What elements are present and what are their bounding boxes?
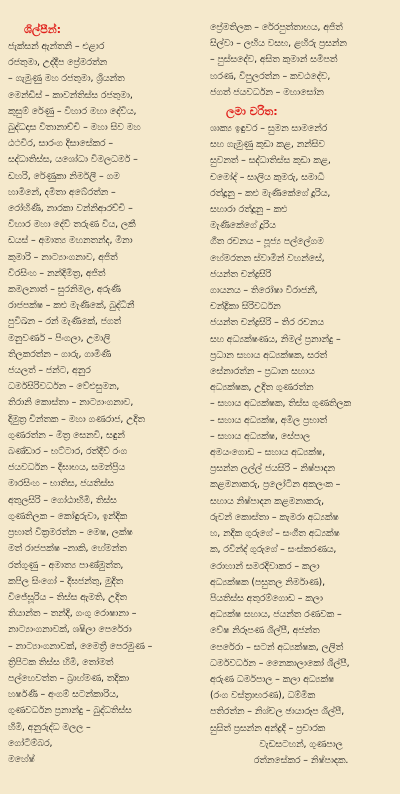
credit-line: – නාට්‍යාංගනාවක්, මෛත්‍රී පෙරමුණ – [8, 640, 153, 652]
credit-line: ප්‍රේමතිලක – රේරපුත්තාභය, අජිත් [210, 22, 343, 33]
credit-line: තිරානි කොස්තා – නාට්‍යාංගනාව, [8, 397, 134, 409]
credit-line: (රංග වස්ත්‍රාභරණ), ධම්මික [210, 690, 316, 702]
credit-line: සේනාරත්න – ප්‍රධාන සහාය [210, 366, 315, 378]
credit-line: තියාන්ත – තන්දි, ගංගු රොෂානා – [8, 608, 137, 620]
artists-credits-text [8, 39, 194, 768]
credit-line: වැඩසටහන්, ගුණපාල [259, 738, 343, 750]
credit-line: – සහාය අධ්‍යක්ෂ, සේපාල [210, 430, 311, 442]
credit-line: චන්ද්‍රිකා සිරිවර්ධන [210, 301, 281, 313]
credit-line: ජගත් ජයවර්ධන – මහාසෝන [210, 86, 324, 98]
credit-line: සහ ගැමුණු කුඩා කළ, නන්සිව [210, 139, 325, 151]
credit-line: ගුණවර්ධන ප්‍රනාන්දු – බුද්ධතිස්ස [8, 705, 132, 717]
credit-line: ගීත රචනය – පූජ්‍ය පල්ලේගම [210, 236, 324, 248]
credit-line: ජයන්ත චන්ද්‍රසිරි – තිර රචනය [210, 317, 324, 329]
credit-line: ඨථවිර, සාරංග දිසාසේකර – [8, 138, 113, 150]
credit-line: රුවන් කොස්තා – කැමරා අධ්‍යක්ෂ [210, 511, 339, 523]
right-column [200, 0, 400, 794]
credit-line: අධ්‍යක්ෂ සහාය, ජයන්ත රණවක – [210, 609, 342, 621]
credit-line: ඩහරි, රේණුකා නිර්මලී – ගම [8, 170, 120, 182]
child-roles-and-crew-text [210, 121, 392, 737]
credit-line: ගෝටිම්බර, [8, 737, 53, 749]
credit-line: අරුණ ධර්මපාල – කලා අධ්‍යක්ෂ [210, 673, 335, 685]
credit-line: ත්‍රිපිටක තිස්ස හිමි, තෝමත් [8, 656, 114, 668]
credit-line: ගායනය – තිරෝෂා විරාජනී, [210, 285, 318, 297]
credit-line: අධ්‍යක්ෂක, උදිත ගුණරත්න [210, 382, 314, 394]
credit-line: පියතිස්ස අතුරම්ගොඩ – කලා [210, 592, 323, 604]
producer-credit-text [210, 737, 392, 769]
credit-line: ඩයස් – අමාත්‍ය මහනතන්ද, මීනා [8, 235, 133, 247]
credit-line: මත් රාජපක්ෂ –නාකි, හේමන්ත [8, 543, 127, 555]
credit-line: ප්‍රභාත් වික්‍රමරත්න – මෙෂ, ලක්ෂ [8, 527, 133, 539]
credit-line: විරසිංහ – නන්දිමිත්‍ර, අජිත් [8, 267, 106, 279]
credit-line: රොහාන් සමරදිවාකර – කලා [210, 560, 320, 572]
credit-line: හරණ, විපුලරත්න – කවඨදේව, [210, 70, 331, 82]
credit-line: චමෝද් – සාලිය කුමරු, සමාධී [210, 171, 325, 183]
credit-line: ප්‍රසන්න ලල්ල් ජයසිරි – නිෂ්පාදන [210, 463, 335, 475]
credit-line: – ගැමුණු මහ රජතුමා, ශ්‍රියන්ත [8, 73, 125, 85]
credit-line: හ, නදික ගුරුගේ – සංගීත අධ්‍යක්ෂ [210, 528, 340, 540]
credit-line: තිලකරත්න – ගාරු, ගාමිණී [8, 348, 111, 360]
credit-line: කුසුම් රේණු – විහාර මහා දේවිය, [8, 105, 137, 117]
section-heading-child-roles: ලමා චරිත: [226, 105, 278, 119]
credit-line: අමයංගොඩ – සහාය අධ්‍යක්ෂ, [210, 447, 325, 459]
credit-line: අතුලසිරි – ගෝඨාභිමි, තිස්ස [8, 494, 117, 506]
credit-line: – සහාය අධ්‍යක්ෂ, අමිල ප්‍රභාත් [210, 414, 328, 426]
credit-line: රජතුමා, උද්දීප ප්‍රේමරත්න [8, 57, 107, 69]
credit-line: ජැක්සන් ඇන්තනි – එළාර [8, 41, 105, 52]
credit-line: ගුණතිලක – කෝඳුරුවා, ඉන්දික [8, 510, 128, 522]
credit-line: විහාර මහා දේවි තරුණ විය, ලකී [8, 219, 136, 231]
credit-line: රාජපක්ෂ – කළු මැණිකේ, බුද්ධිනී [8, 300, 135, 312]
credit-line: නාට්‍යාංගනාවක්, ශෂිලා පෙරේරා [8, 624, 132, 636]
credit-line: කුමාරි – නාට්‍යාංගනාව, අජිත් [8, 251, 118, 263]
credit-line: ජයවර්ධන – දීඝාභය, සමන්ප්‍රිය [8, 462, 126, 474]
credit-line: ගුණරත්න – මිත්‍ර සෙනවි, සඳුන් [8, 429, 125, 441]
credit-line: කමලනාත් – සුරනිමල, අරුණි [8, 284, 121, 296]
credit-line: බුද්ධදාස විතානාච්චි – මහා සිව මහ [8, 122, 141, 134]
credit-line: ක, රවින්ද් ගුරුගේ – සංස්කරණය, [210, 544, 337, 556]
credit-line: ජයන්ත චන්ද්‍රසිරි [210, 268, 272, 280]
credit-line: පල්හෙවත්ත – බ්‍රාහ්මණ, තදිකා [8, 672, 129, 684]
credit-line: ධර්මසිරිවර්ධන – වේළුසුමන, [8, 381, 120, 393]
credit-line: රත්ගුණු – අමාත්‍ය පාණ්මුත්ත, [8, 559, 124, 571]
credit-line: පතිරත්න – නිශ්චල ඡායාරූප ශිල්පී, [210, 706, 345, 718]
credit-line: වේෂ නිරූපණ ශිල්පී, අජන්ත [210, 625, 320, 637]
credit-line: හර්ෂණී – අංගම් සටන්කාරිය, [8, 689, 119, 701]
credit-line: සහ අධ්‍යක්ෂණය, නිමල් ප්‍රනාන්දු – [210, 333, 341, 345]
credit-line: කපිල සිංගෝ – දීඝජන්තු, මුදිත [8, 575, 124, 587]
credit-line: මනුවර්ණ – පිංගලා, උමාලි [8, 332, 111, 344]
credit-line: මෙන්ඩිස් – කාවන්තිස්ස රජතුමා, [8, 89, 133, 101]
credit-line: සහාරා රත්දූනු – කළු [210, 204, 288, 216]
credit-line: ධර්මවර්ධන – නෛකාලාකෝ ශිල්පී, [210, 657, 350, 669]
credit-line: රත්දූනු – කළු මැණිකේගේ දූරිය, [210, 187, 331, 199]
credit-line: මැණිකේගේ දූරිය [210, 220, 276, 232]
credit-line: සුවනත් – සද්ධාතිස්ස කුඩා කළ, [210, 155, 331, 167]
credit-line: සිල්වා – ලභිය වසභ, ළහිරු ප්‍රසන්න [210, 38, 347, 50]
credit-line: මහේෂ් [8, 753, 35, 765]
credit-line: සුසිත් ප්‍රසන්න අන්ද්‍රදි – ප්‍රචාරක [210, 722, 326, 734]
artists-credits-continued [210, 20, 392, 101]
credit-line: ශාක්‍ය ඉඳුවර – සුමන සාමනේර [210, 123, 328, 135]
credit-line: හිමි, අනුරුද්ධ මලල – [8, 721, 91, 733]
credit-line: පුවිඛන – රන් මැණිකේ, ජගත් [8, 316, 122, 328]
credit-line: හාමිනේ, දමිතා අබේරත්න – [8, 186, 116, 198]
credit-line: රත්නසේකර – නිෂ්පාදක. [253, 754, 349, 766]
credit-line: සහාය නිෂ්පාදන කළමනාකරු, [210, 495, 325, 507]
credit-line: – පුස්සදේව, අසිත කුමාන් සමීපත් [210, 54, 338, 66]
section-heading-artists: ශිල්පීන්: [24, 23, 62, 36]
credit-line: විජේසූරිය – තිස්ස ඇමති, උදිත [8, 591, 127, 603]
credit-line: ජයලත් – ජන්ට, අනුර [8, 365, 91, 377]
credit-line: ප්‍රධාන සහාය අධ්‍යක්ෂක, සරත් [210, 349, 328, 361]
credit-line: හේමරතන ස්වාමීන් වහන්සේ, [210, 252, 325, 264]
credit-line: මාරසිංහ – භාතිස, ජයතිස්ස [8, 478, 114, 490]
credit-line: බණ්ඩාර – භට්ටාර, රත්දීව් රංග [8, 446, 128, 458]
credit-line: පෙරේරා – සටන් අධ්‍යක්ෂක, ලලිත් [210, 641, 344, 653]
credit-line: දිමුත්‍ර චින්තක – මහා ගණරාජ, උදිත [8, 413, 145, 425]
credit-line: – සහාය අධ්‍යක්ෂක, තිස්ස ගුණතිලක [210, 398, 351, 410]
credit-line: අධ්‍යක්ෂක (පසුතල නිර්මාණ), [210, 576, 325, 588]
credit-line: රෝහිණී, නාරකා වන්නිආරච්චි – [8, 203, 133, 215]
credit-line: කළමනාකරු, ප්‍රලෝටින අකලංක – [210, 479, 341, 491]
credit-line: සද්ධාතිස්ස, යශෝධා විමලධර්ම – [8, 154, 138, 166]
